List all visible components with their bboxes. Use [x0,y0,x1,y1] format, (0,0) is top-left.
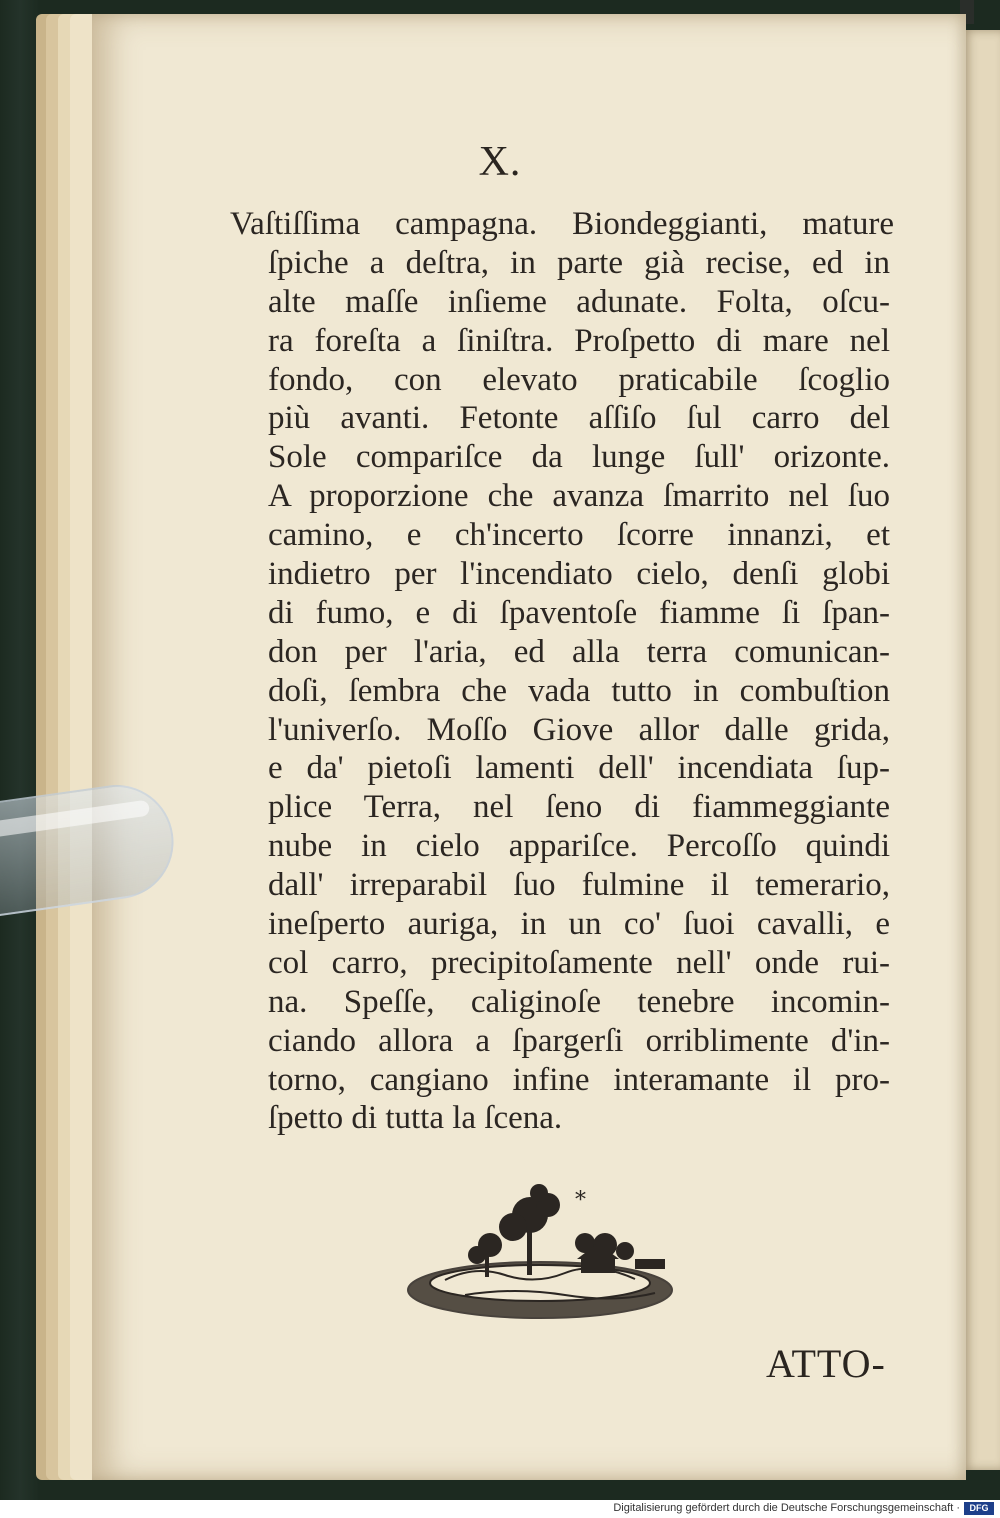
text-line: indietro per l'incendiato cielo, denſi globi [268,556,890,593]
text-line: ra foreſta a ſiniſtra. Proſpetto di mare nel [268,322,890,359]
text-line: l'univerſo. Moſſo Giove allor dalle grida, [268,711,890,748]
catchword: ATTO- [766,1341,886,1386]
text-line: alte maſſe inſieme adunate. Folta, oſcu- [268,283,890,320]
text-line: di fumo, e di ſpaventoſe fiamme ſi ſpan- [268,594,890,631]
text-line: A proporzione che avanza ſmarrito nel ſuo [268,478,890,515]
text-line: doſi, ſembra che vada tutto in combuſtion [268,672,890,709]
text-line: ciando allora a ſpargerſi orriblimente d'in- [268,1022,890,1059]
page-number: X. [478,139,522,185]
text-line: più avanti. Fetonte aſſiſo ſul carro del [268,400,890,437]
text-line: ſpiche a deſtra, in parte già recise, ed in [268,244,890,281]
text-line: camino, e ch'incerto ſcorre innanzi, et [268,517,890,554]
text-line: e da' pietoſi lamenti dell' incendiata ſup- [268,750,890,787]
paragraph [230,205,910,1138]
text-line: don per l'aria, ed alla terra comunican- [268,633,890,670]
text-line: na. Speſſe, caliginoſe tenebre incomin- [268,983,890,1020]
text-line: Vaſtiſſima campagna. Biondeggianti, mature [230,206,894,242]
text-line: ineſperto auriga, in un co' ſuoi cavalli, e [268,906,890,943]
svg-text:*: * [575,1188,586,1213]
funding-credit: Digitalisierung gefördert durch die Deutsche Forschungsgemeinschaft · [613,1502,960,1514]
text-line: col carro, precipitoſamente nell' onde rui- [268,944,890,981]
text-line: torno, cangiano infine interamante il pro- [268,1061,890,1098]
dfg-logo: DFG [964,1502,994,1515]
text-line: plice Terra, nel ſeno di fiammeggiante [268,789,890,826]
text-line: Sole compariſce da lunge ſull' orizonte. [268,439,890,476]
text-line: ſpetto di tutta la ſcena. [268,1100,563,1137]
landscape-vignette-icon [405,1175,680,1335]
text-line: fondo, con elevato praticabile ſcoglio [268,361,890,398]
text-line: nube in cielo appariſce. Percoſſo quindi [268,828,890,865]
facing-page-sliver [962,30,1000,1470]
footer-bar [0,1500,1000,1518]
text-line: dall' irreparabil ſuo fulmine il temerario, [268,867,890,904]
